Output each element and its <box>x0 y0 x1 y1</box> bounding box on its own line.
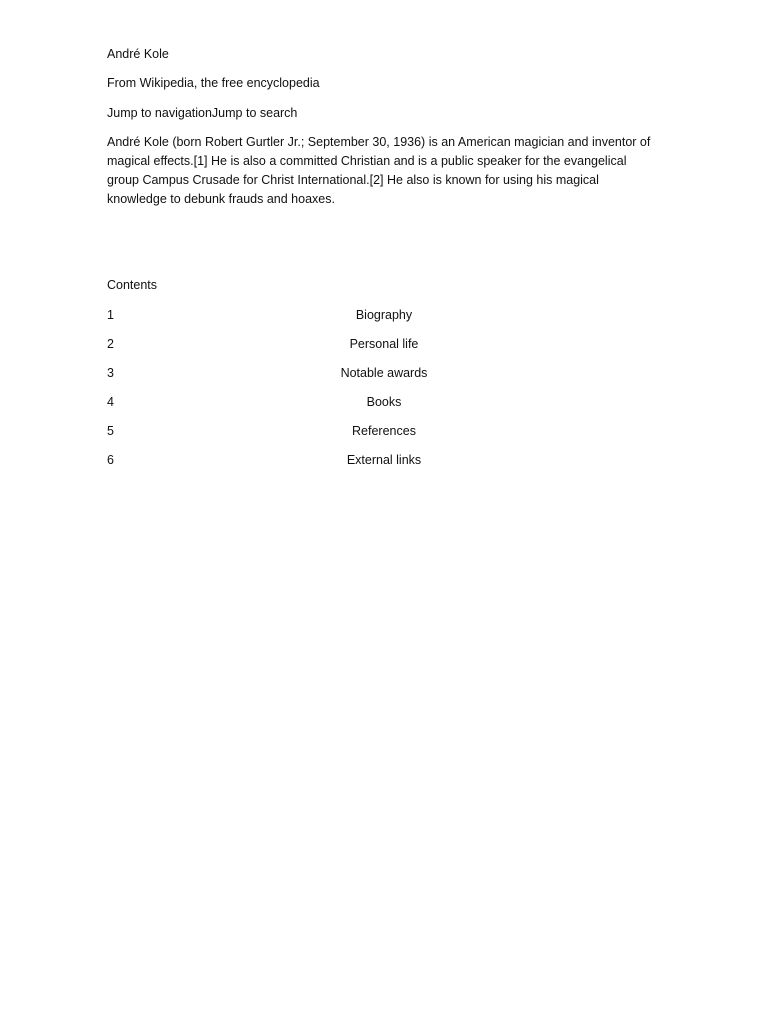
toc-item-notable-awards <box>107 364 667 393</box>
contents-heading: Contents <box>107 278 158 292</box>
jump-links: Jump to navigationJump to search <box>107 106 298 120</box>
toc-number: 3 <box>107 366 114 380</box>
toc-label: References <box>352 424 416 438</box>
toc-number: 5 <box>107 424 114 438</box>
toc-label: Books <box>366 395 402 409</box>
source-note: From Wikipedia, the free encyclopedia <box>107 76 320 90</box>
toc-item-biography <box>107 306 667 335</box>
toc-number: 4 <box>107 395 114 409</box>
intro-line: group Campus Crusade for Christ International.[2] He also is known for using his magical <box>107 173 599 187</box>
toc-label: External links <box>346 453 422 467</box>
toc-label: Biography <box>355 308 413 322</box>
toc-item-references <box>107 422 667 451</box>
intro-line: magical effects.[1] He is also a committed Christian and is a public speaker for the evangelical <box>107 154 627 168</box>
intro-line: André Kole (born Robert Gurtler Jr.; September 30, 1936) is an American magician and inventor of <box>107 135 651 149</box>
toc-number: 1 <box>107 308 114 322</box>
table-of-contents <box>107 306 667 480</box>
toc-number: 6 <box>107 453 114 467</box>
toc-label: Notable awards <box>340 366 428 380</box>
toc-label: Personal life <box>349 337 419 351</box>
intro-paragraph <box>107 133 659 209</box>
toc-item-books <box>107 393 667 422</box>
article-title: André Kole <box>107 47 169 61</box>
intro-line: knowledge to debunk frauds and hoaxes. <box>107 192 335 206</box>
toc-number: 2 <box>107 337 114 351</box>
toc-item-external-links <box>107 451 667 480</box>
toc-item-personal-life <box>107 335 667 364</box>
